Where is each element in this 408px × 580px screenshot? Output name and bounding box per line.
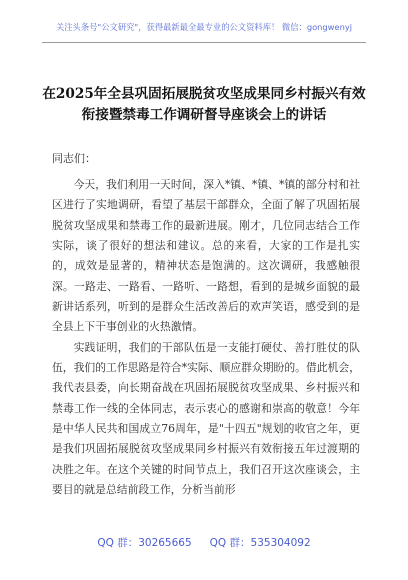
footer-qq-group-1: QQ 群：30265665 <box>97 537 192 549</box>
paragraph-1: 今天，我们利用一天时间，深入*镇、*镇、*镇的部分村和社区进行了实地调研，看望了基层干部群众，全面了解了巩固拓展脱贫攻坚成果和禁毒工作的最新进展。刚才，几位同志结合工作实际，谈了很好的想法和建议。总的来看，大家的工作是扎实的，成效是显著的，精神状态是饱满的。这次调研，我感触很深。一路走、一路看、一路听、一路想，看到的是城乡面貌的最新讲话系列，听到的是群众生活改善后的欢声笑语，感受到的是全县上下干事创业的火热激情。 <box>52 178 360 334</box>
document-title <box>30 84 378 126</box>
paragraph-2: 实践证明，我们的干部队伍是一支能打硬仗、善打胜仗的队伍，我们的工作思路是符合*实际、顺应群众期盼的。借此机会，我代表县委，向长期奋战在巩固拓展脱贫攻坚成果、乡村振兴和禁毒工作一线的全体同志，表示衷心的感谢和崇高的敬意！今年是中华人民共和国成立76周年，是"十四五"规划的收官之年，更是我们巩固拓展脱贫攻坚成果同乡村振兴有效衔接五年过渡期的决胜之年。在这个关键的时间节点上，我们召开这次座谈会，主要目的就是总结前段工作，分析当前形 <box>52 340 360 497</box>
title-line-1: 在2025年全县巩固拓展脱贫攻坚成果同乡村振兴有效 <box>42 86 366 102</box>
salutation: 同志们： <box>52 152 96 165</box>
footer-qq-group-2: QQ 群：535304092 <box>209 537 311 549</box>
header-promo-note: 关注头条号"公文研究"，获得最新最全最专业的公文资料库！ 微信：gongwenyj <box>55 22 353 32</box>
footer-contact <box>0 535 408 550</box>
title-line-2: 衔接暨禁毒工作调研督导座谈会上的讲话 <box>81 107 327 123</box>
header-divider <box>42 42 366 43</box>
document-body <box>52 175 360 501</box>
